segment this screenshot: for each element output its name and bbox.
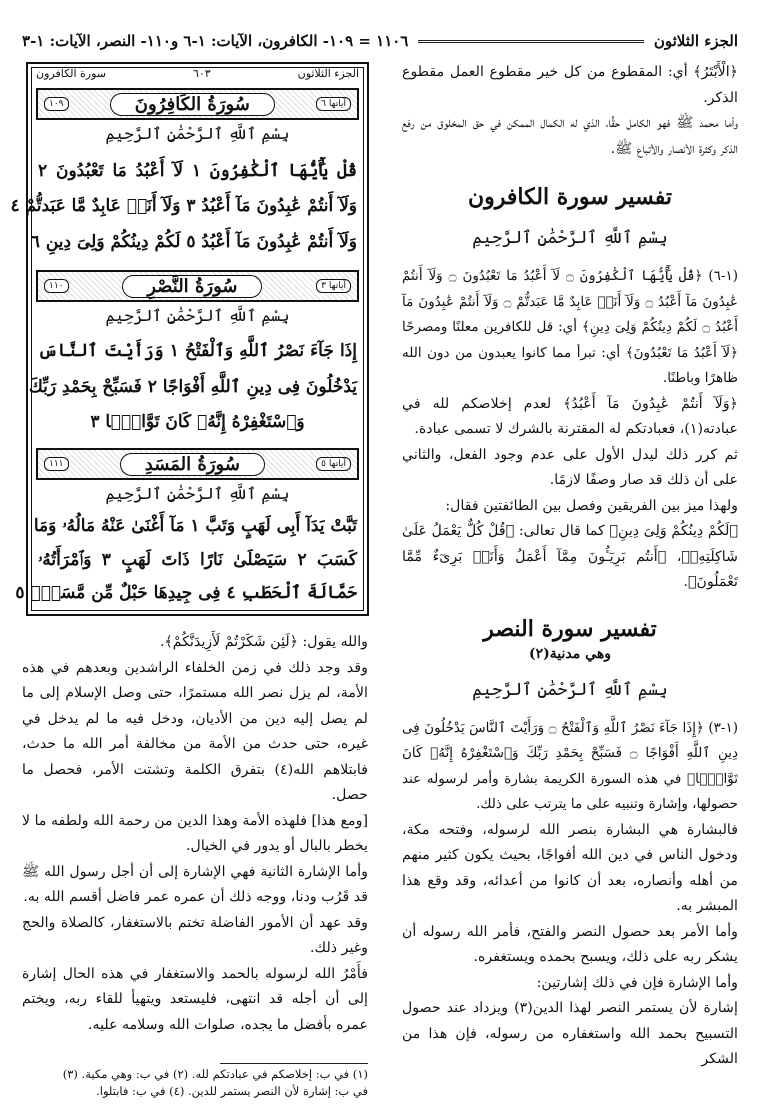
paragraph: (١-٦) ﴿قُلْ يَٰٓأَيُّهَا ٱلْكَٰفِرُونَ ۝ لَآ أَعْبُدُ مَا تَعْبُدُونَ ۝ وَلَآ أَنتُمْ عَٰبِدُونَ مَآ أَعْبُدُ ۝ وَلَآ أَنَا۠ عَابِدٌ مَّا عَبَدتُّمْ ۝ وَلَآ أَنتُمْ عَٰبِدُونَ مَآ أَعْبُدُ ۝ لَكُمْ دِينُكُمْ وَلِىَ دِينِ﴾ أي: قل للكافرين معلنًا ومصرحًا ﴿لَآ أَعْبُدُ مَا تَعْبُدُونَ﴾ أي: تبرأ مما كانوا يعبدون من دون الله ظاهرًا وباطنًا. (402, 268, 738, 386)
surah-ayat-count: آياتها ٦ (316, 97, 351, 111)
mushaf-top-strip (36, 67, 359, 85)
paragraph: وأما الأمر بعد حصول النصر والفتح، فأمر الله رسوله أن يشكر ربه على ذلك، ويسبح بحمده ويستغفره. (402, 923, 738, 965)
running-header (22, 28, 738, 54)
surah-banner-nasr (36, 270, 359, 302)
footnote-line: في ب: إشارة لأن النصر يستمر للدين. (٤) في ب: فابتلوا. (96, 1084, 368, 1098)
header-part: الجزء الثلاثون (653, 32, 738, 50)
ayah-line: حَمَّالَةَ ٱلْحَطَبِ ٤ فِى جِيدِهَا حَبْلٌ مِّن مَّسَدٍۭ ٥ (15, 583, 357, 603)
footnote-line: (١) في ب: إخلاصكم في عبادتكم لله. (٢) في ب: وهي مكية. (٣) (62, 1067, 368, 1081)
paragraph: ﴿الْأَبْتَرُ﴾ أي: المقطوع من كل خير مقطوع العمل مقطوع الذكر. (402, 64, 738, 106)
surah-ayat-count: آياتها ٣ (316, 279, 351, 293)
ayah-line: وَلَآ أَنتُمْ عَٰبِدُونَ مَآ أَعْبُدُ ٥ لَكُمْ دِينُكُمْ وَلِىَ دِينِ ٦ (30, 232, 357, 252)
surah-name: سُورَةُ المَسَدِ (120, 453, 265, 476)
ayah-line: وَلَآ أَنتُمْ عَٰبِدُونَ مَآ أَعْبُدُ ٣ وَلَآ أَنَا۠ عَابِدٌ مَّا عَبَدتُّمْ ٤ (10, 196, 357, 216)
paragraph: ثم كرر ذلك ليدل الأول على عدم وجود الفعل، والثاني على أن ذلك قد صار وصفًا لازمًا. (402, 446, 738, 488)
paragraph: ﴿وَلَآ أَنتُمْ عَٰبِدُونَ مَآ أَعْبُدُ﴾ لعدم إخلاصكم لله في عبادته(١)، فعبادتكم له المقترنة بالشرك لا تسمى عبادة. (402, 395, 738, 437)
mushaf-panel (10, 62, 369, 616)
header-rule (418, 40, 643, 43)
paragraph: ﴿لَكُمْ دِينُكُمْ وَلِىَ دِينِ﴾ كما قال تعالى: ﴿قُلْ كُلٌّ يَعْمَلُ عَلَىٰ شَاكِلَتِهِۦ﴾، ﴿أَنتُم بَرِيٓـُٔونَ مِمَّآ أَعْمَلُ وَأَنَا۠ بَرِىٓءٌ مِّمَّا تَعْمَلُونَ﴾. (402, 523, 738, 590)
paragraph: وأما الإشارة الثانية فهي الإشارة إلى أن أجل رسول الله ﷺ قد قَرُب ودنا، ووجه ذلك أن عمره عمر فاضل أقسم الله به. (22, 863, 368, 905)
mushaf-top-surah: سورة الكافرون (36, 67, 107, 80)
basmala: بِسْمِ ٱللَّهِ ٱلرَّحْمَٰنِ ٱلرَّحِيمِ (472, 228, 668, 248)
ayah-line: قُلْ يَٰٓأَيُّهَا ٱلْكَٰفِرُونَ ١ لَآ أَعْبُدُ مَا تَعْبُدُونَ ٢ (38, 161, 357, 181)
surah-number: ١١١ (44, 457, 69, 471)
paragraph: فأَمْرُ الله لرسوله بالحمد والاستغفار في هذه الحال إشارة إلى أن أجله قد انتهى، فليستعد ويتهيأ للقاء ربه، ويختم عمره بأفضل ما يجده، صلوات الله وسلامه عليه. (22, 965, 368, 1033)
surah-name: سُورَةُ النَّصْرِ (122, 275, 262, 298)
paragraph: ولهذا ميز بين الفريقين وفصل بين الطائفتين فقال: (445, 497, 738, 514)
surah-number: ١٠٩ (44, 97, 69, 111)
paragraph: إشارة لأن يستمر النصر لهذا الدين(٣) ويزداد عند حصول التسبيح بحمد الله واستغفاره من رسوله، فإن هذا من الشكر (402, 1000, 738, 1067)
mushaf-page-number: ٦٠٣ (192, 67, 211, 80)
left-column (22, 630, 368, 1038)
ayah-line: يَدْخُلُونَ فِى دِينِ ٱللَّهِ أَفْوَاجًا ٢ فَسَبِّحْ بِحَمْدِ رَبِّكَ (28, 377, 357, 397)
paragraph: [ومع هذا] فلهذه الأمة وهذا الدين من رحمة الله ولطفه ما لا يخطر بالبال أو يدور في الخيال. (22, 812, 368, 854)
surah-number: ١١٠ (44, 279, 69, 293)
mushaf-basmala: بِسْمِ ٱللَّهِ ٱلرَّحْمَٰنِ ٱلرَّحِيمِ (105, 124, 290, 143)
paragraph: والله يقول: ﴿لَئِن شَكَرْتُمْ لَأَزِيدَنَّكُمْ﴾. (159, 634, 368, 650)
surah-banner-masad (36, 448, 359, 480)
surah-banner-kafirun (36, 88, 359, 120)
ayah-line: وَٱسْتَغْفِرْهُ إِنَّهُۥ كَانَ تَوَّابًۢا ٣ (90, 412, 305, 432)
header-reference: ١١٠٦ = ١٠٩- الكافرون، الآيات: ١-٦ و١١٠- النصر، الآيات: ١-٣ (22, 32, 409, 50)
mushaf-basmala: بِسْمِ ٱللَّهِ ٱلرَّحْمَٰنِ ٱلرَّحِيمِ (105, 306, 290, 325)
heading-kafirun: تفسير سورة الكافرون (467, 184, 673, 210)
mushaf-basmala: بِسْمِ ٱللَّهِ ٱلرَّحْمَٰنِ ٱلرَّحِيمِ (105, 484, 290, 503)
ayah-line: تَبَّتْ يَدَآ أَبِى لَهَبٍ وَتَبَّ ١ مَآ أَغْنَىٰ عَنْهُ مَالُهُۥ وَمَا (33, 516, 357, 536)
surah-ayat-count: آياتها ٥ (316, 457, 351, 471)
paragraph: وأما الإشارة فإن في ذلك إشارتين: (536, 974, 738, 991)
paragraph: وقد وجد ذلك في زمن الخلفاء الراشدين وبعدهم في هذه الأمة، لم يزل نصر الله مستمرًا، حتى وصل الإسلام إلى ما لم يصل إليه دين من الأديان، ودخل فيه ما لم يدخل في غيره، حتى حدث من الأمة من مخالفة أمر الله ما حدث، فابتلاهم الله(٤) بتفرق الكلمة وتشتت الأمر، فحصل ما حصل. (22, 659, 369, 803)
right-column (402, 60, 738, 1073)
ayah-line: إِذَا جَآءَ نَصْرُ ٱللَّهِ وَٱلْفَتْحُ ١ وَرَأَيْتَ ٱلنَّاسَ (38, 341, 357, 361)
surah-name: سُورَةُ الكَافِرُونَ (110, 93, 275, 116)
paragraph: فالبشارة هي البشارة بنصر الله لرسوله، وفتحه مكة، ودخول الناس في دين الله أفواجًا، بحيث يكون كثير منهم من أهله وأنصاره، بعد أن كانوا من أعدائه، وقد وقع هذا المبشر به. (402, 821, 738, 914)
paragraph: وأما محمد ﷺ فهو الكامل حقًّا، الذي له الكمال الممكن في حق المخلوق من رفع الذكر وكثرة الأنصار والأتباع ﷺ. (402, 115, 738, 157)
basmala: بِسْمِ ٱللَّهِ ٱلرَّحْمَٰنِ ٱلرَّحِيمِ (472, 679, 668, 700)
ayah-line: كَسَبَ ٢ سَيَصْلَىٰ نَارًا ذَاتَ لَهَبٍ ٣ وَٱمْرَأَتُهُۥ (38, 550, 358, 570)
paragraph: وقد عهد أن الأمور الفاضلة تختم بالاستغفار، كالصلاة والحج وغير ذلك. (22, 914, 368, 956)
paragraph: (١-٣) ﴿إِذَا جَآءَ نَصْرُ ٱللَّهِ وَٱلْفَتْحُ ۝ وَرَأَيْتَ ٱلنَّاسَ يَدْخُلُونَ فِى دِينِ ٱللَّهِ أَفْوَاجًا ۝ فَسَبِّحْ بِحَمْدِ رَبِّكَ وَٱسْتَغْفِرْهُ إِنَّهُۥ كَانَ تَوَّابًۢا﴾ في هذه السورة الكريمة بشارة وأمر لرسوله عند حصولها، وإشارة وتنبيه على ما يترتب على ذلك. (402, 719, 738, 812)
mushaf-juz: الجزء الثلاثون (297, 67, 359, 80)
footnote-rule (220, 1063, 368, 1064)
heading-nasr: تفسير سورة النصر (483, 615, 657, 642)
nasr-subtitle: وهي مدنية(٢) (529, 645, 611, 662)
